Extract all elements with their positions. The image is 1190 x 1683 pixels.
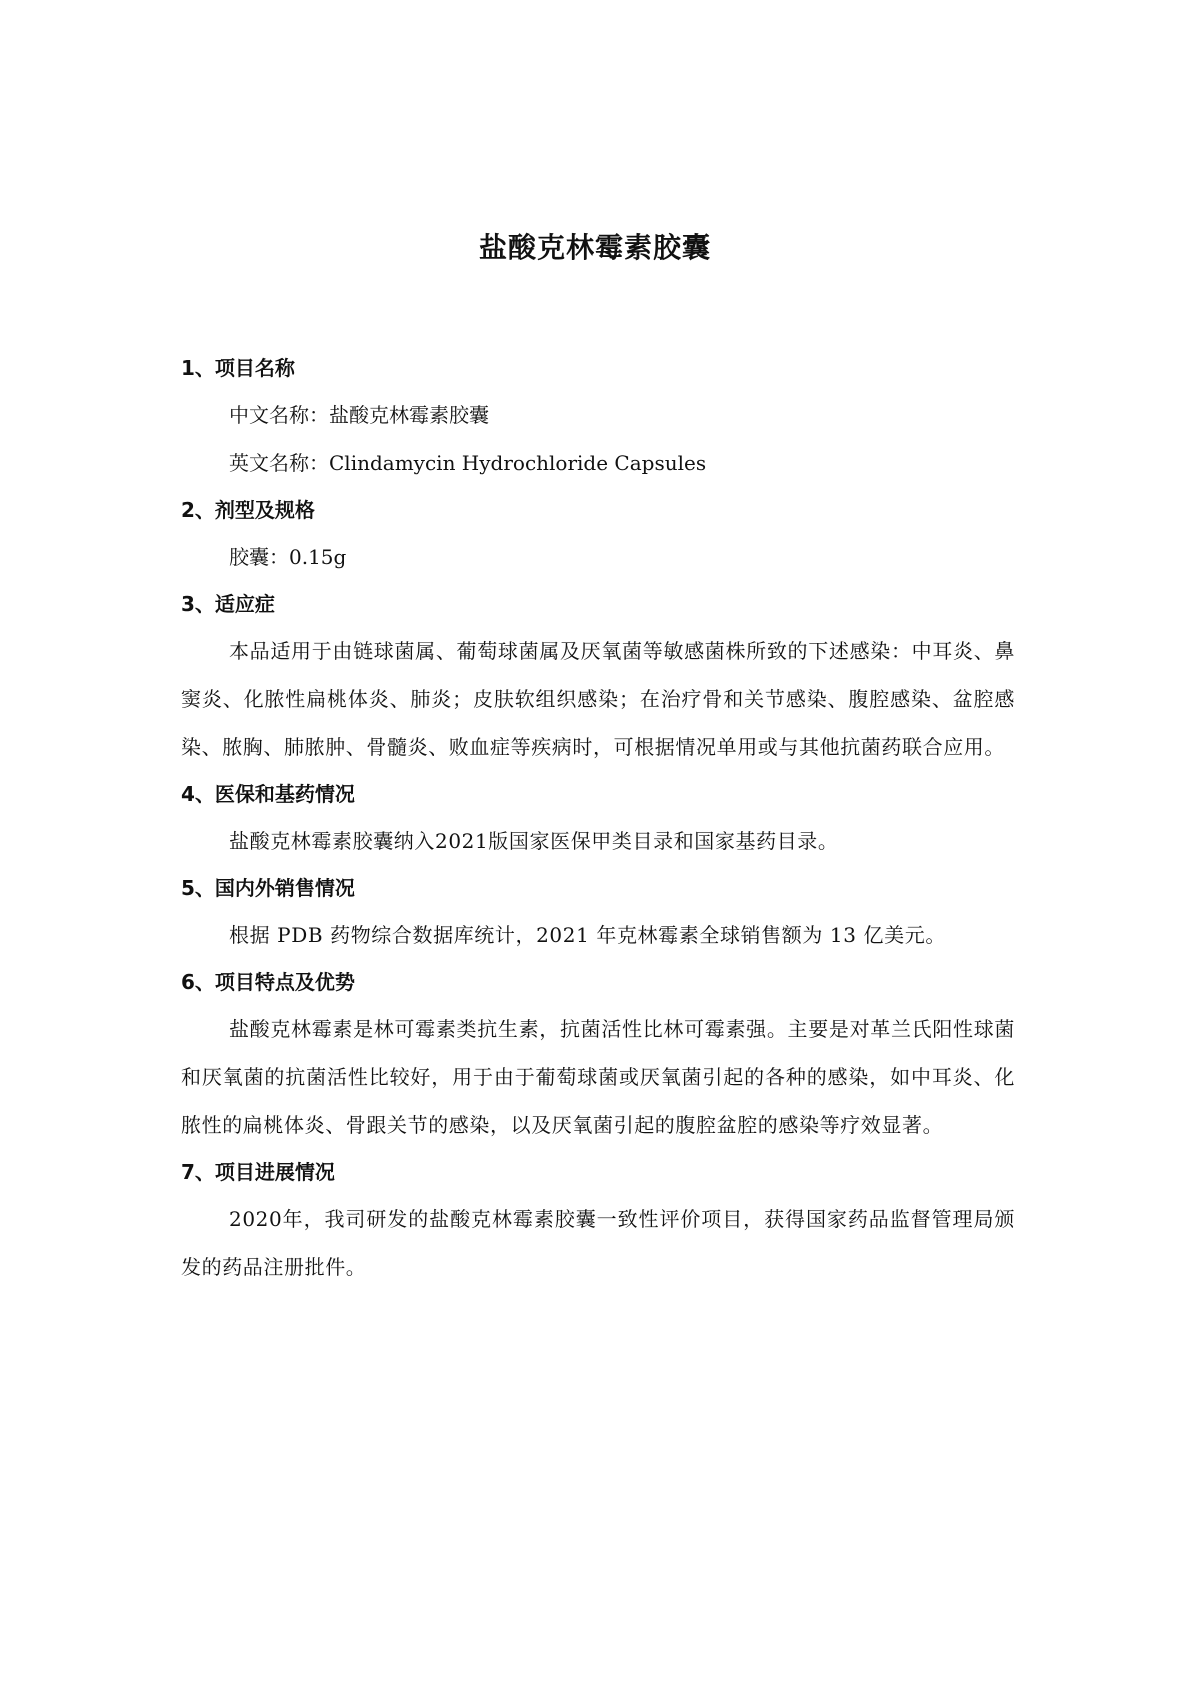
section-heading: 5、国内外销售情况	[181, 876, 355, 900]
section-heading: 6、项目特点及优势	[181, 970, 355, 994]
section-project-name	[181, 345, 1015, 487]
section-heading: 4、医保和基药情况	[181, 782, 355, 806]
section-heading: 2、剂型及规格	[181, 498, 315, 522]
insurance-paragraph: 盐酸克林霉素胶囊纳入2021版国家医保甲类目录和国家基药目录。	[229, 829, 839, 853]
section-heading: 3、适应症	[181, 592, 275, 616]
indications-paragraph: 本品适用于由链球菌属、葡萄球菌属及厌氧菌等敏感菌株所致的下述感染：中耳炎、鼻窦炎、化脓性扁桃体炎、肺炎；皮肤软组织感染；在治疗骨和关节感染、腹腔感染、盆腔感染、脓胸、肺脓肿、骨髓炎、败血症等疾病时，可根据情况单用或与其他抗菌药联合应用。	[181, 639, 1015, 759]
section-heading: 1、项目名称	[181, 356, 295, 380]
document-body	[181, 345, 1015, 1291]
section-progress	[181, 1149, 1015, 1291]
chinese-name-line: 中文名称：盐酸克林霉素胶囊	[229, 403, 489, 427]
document-title: 盐酸克林霉素胶囊	[478, 231, 711, 264]
advantages-paragraph: 盐酸克林霉素是林可霉素类抗生素，抗菌活性比林可霉素强。主要是对革兰氏阳性球菌和厌氧菌的抗菌活性比较好，用于由于葡萄球菌或厌氧菌引起的各种的感染，如中耳炎、化脓性的扁桃体炎、骨跟关节的感染，以及厌氧菌引起的腹腔盆腔的感染等疗效显著。	[181, 1017, 1015, 1137]
progress-paragraph: 2020年，我司研发的盐酸克林霉素胶囊一致性评价项目，获得国家药品监督管理局颁发的药品注册批件。	[181, 1207, 1015, 1279]
section-insurance	[181, 771, 1015, 865]
section-advantages	[181, 959, 1015, 1149]
section-heading: 7、项目进展情况	[181, 1160, 335, 1184]
sales-paragraph: 根据 PDB 药物综合数据库统计，2021 年克林霉素全球销售额为 13 亿美元。	[229, 923, 946, 947]
section-indications	[181, 581, 1015, 771]
english-name-line: 英文名称：Clindamycin Hydrochloride Capsules	[229, 451, 707, 475]
section-sales	[181, 865, 1015, 959]
section-dosage-form	[181, 487, 1015, 581]
specification-line: 胶囊：0.15g	[229, 545, 347, 569]
